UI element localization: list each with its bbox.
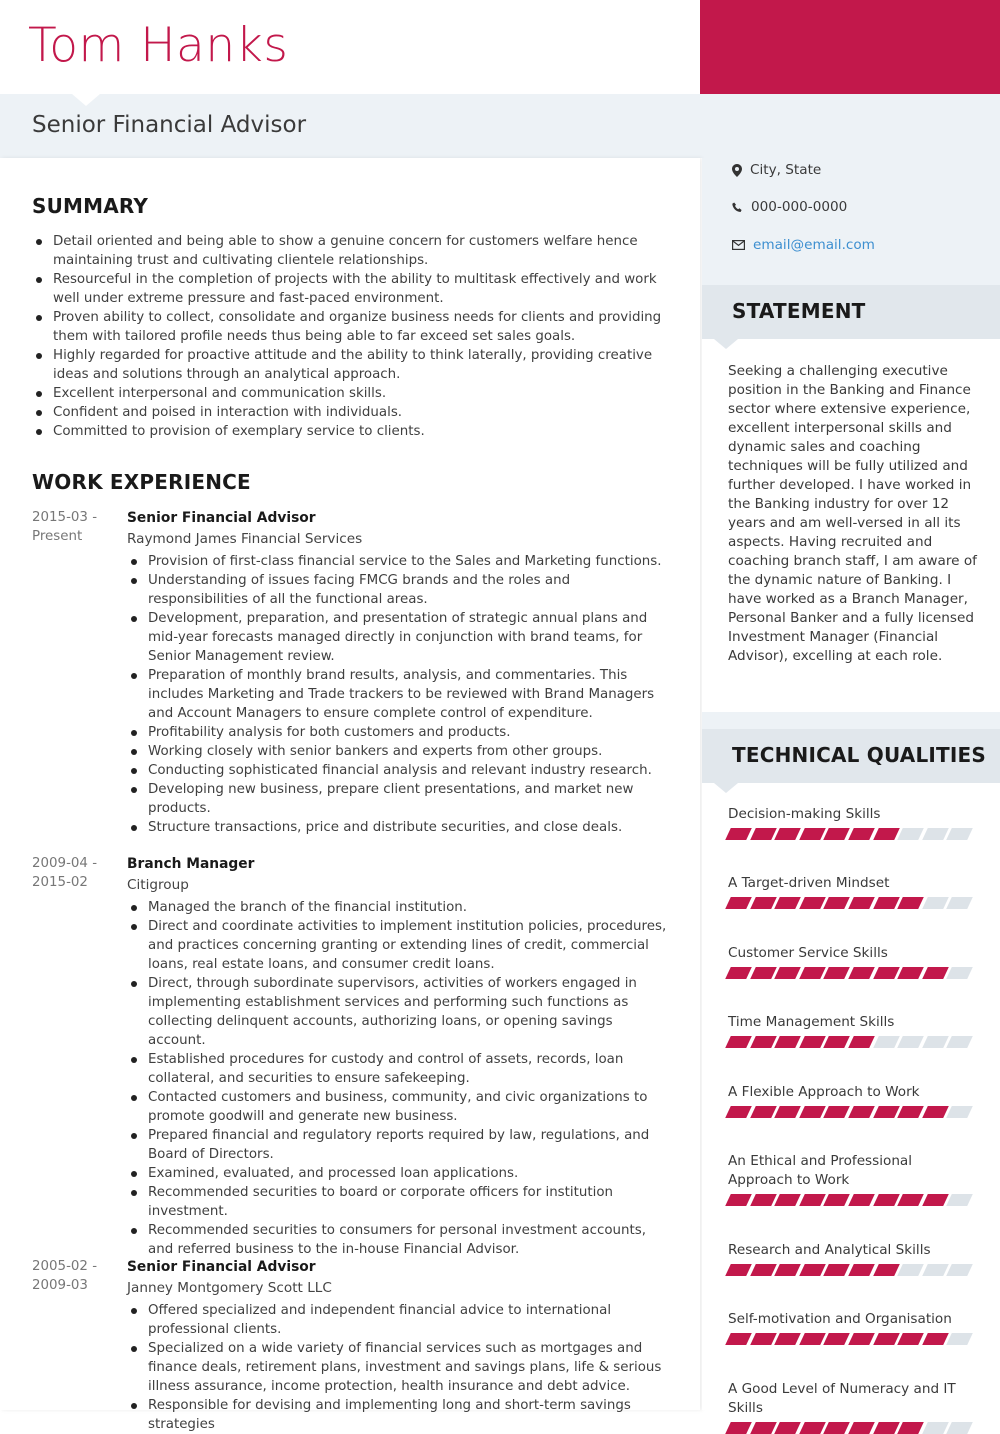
duty-item: Established procedures for custody and control of assets, records, loan collateral, and securities to ensure safekeeping. (127, 1050, 672, 1088)
skill-rating-bar (728, 1194, 974, 1206)
rating-segment-filled (897, 967, 923, 979)
sidebar (702, 158, 1000, 1416)
rating-segment-filled (750, 897, 776, 909)
duty-item: Responsible for devising and implementing long and short-term savings strategies (127, 1396, 672, 1434)
skill-label: A Target-driven Mindset (728, 875, 890, 891)
duty-item: Conducting sophisticated financial analysis and relevant industry research. (127, 761, 672, 780)
rating-segment-filled (897, 1194, 923, 1206)
statement-heading-band (702, 285, 1000, 339)
email-link[interactable]: email@email.com (753, 237, 875, 253)
rating-segment-filled (848, 1106, 874, 1118)
rating-segment-filled (848, 1333, 874, 1345)
rating-segment-filled (774, 1422, 800, 1434)
rating-segment-filled (725, 1422, 751, 1434)
rating-segment-filled (725, 828, 751, 840)
duty-item: Offered specialized and independent financial advice to international professional clients. (127, 1301, 672, 1339)
rating-segment-empty (947, 1194, 973, 1206)
rating-segment-filled (774, 1333, 800, 1345)
rating-segment-filled (725, 1333, 751, 1345)
duty-item: Profitability analysis for both customers and products. (127, 723, 672, 742)
skill-label: Time Management Skills (728, 1014, 895, 1030)
skill-label: A Good Level of Numeracy and IT Skills (728, 1381, 956, 1416)
phone-icon (732, 202, 743, 213)
rating-segment-filled (774, 1106, 800, 1118)
rating-segment-filled (774, 1036, 800, 1048)
rating-segment-filled (725, 1106, 751, 1118)
skill-label: Self-motivation and Organisation (728, 1311, 952, 1327)
duty-item: Understanding of issues facing FMCG brands and the roles and responsibilities of all the functional areas. (127, 571, 672, 609)
candidate-name: Tom Hanks (28, 18, 289, 73)
rating-segment-filled (799, 1264, 825, 1276)
duty-item: Specialized on a wide variety of financial services such as mortgages and finance deals, retirement plans, investment and savings plans, life & serious illness assurance, income protection, health insurance and debt advice. (127, 1339, 672, 1396)
rating-segment-filled (774, 828, 800, 840)
contact-location (732, 162, 821, 178)
rating-segment-empty (922, 828, 948, 840)
rating-segment-filled (750, 1422, 776, 1434)
summary-heading: SUMMARY (32, 194, 149, 218)
summary-item: Highly regarded for proactive attitude and the ability to think laterally, providing creative ideas and solutions through an analytical approach. (32, 346, 672, 384)
job-body (127, 854, 672, 1259)
rating-segment-filled (725, 1264, 751, 1276)
rating-segment-empty (922, 1264, 948, 1276)
skill-rating-bar (728, 1422, 974, 1434)
rating-segment-empty (947, 1264, 973, 1276)
summary-item: Excellent interpersonal and communication skills. (32, 384, 672, 403)
job-company: Raymond James Financial Services (127, 531, 363, 547)
main-column (0, 158, 700, 1432)
rating-segment-filled (873, 1194, 899, 1206)
job-role: Senior Financial Advisor (127, 1259, 316, 1275)
rating-segment-filled (873, 1106, 899, 1118)
rating-segment-empty (873, 1036, 899, 1048)
skill-rating-bar (728, 1333, 974, 1345)
rating-segment-empty (947, 1106, 973, 1118)
rating-segment-empty (922, 1422, 948, 1434)
job-role: Branch Manager (127, 856, 255, 872)
rating-segment-filled (824, 1194, 850, 1206)
rating-segment-empty (897, 1036, 923, 1048)
duty-item: Preparation of monthly brand results, analysis, and commentaries. This includes Marketing and Trade trackers to be reviewed with Brand Managers and Account Managers to ensure complete control of expenditure. (127, 666, 672, 723)
technical-notch (714, 783, 738, 793)
rating-segment-filled (824, 1264, 850, 1276)
rating-segment-filled (848, 828, 874, 840)
summary-item: Confident and poised in interaction with individuals. (32, 403, 672, 422)
job-dates: 2015-03 - Present (32, 510, 98, 544)
skill-item (728, 1152, 974, 1206)
rating-segment-empty (947, 967, 973, 979)
phone-text: 000-000-0000 (751, 199, 848, 215)
rating-segment-filled (799, 1422, 825, 1434)
skill-rating-bar (728, 1264, 974, 1276)
rating-segment-empty (897, 828, 923, 840)
header-accent-block (700, 0, 1000, 94)
skill-item (728, 1310, 974, 1345)
contact-phone (732, 199, 847, 215)
summary-list (32, 232, 672, 441)
rating-segment-empty (922, 1036, 948, 1048)
rating-segment-filled (897, 1333, 923, 1345)
rating-segment-filled (824, 1106, 850, 1118)
job-body (127, 1257, 672, 1434)
rating-segment-filled (922, 1333, 948, 1345)
rating-segment-filled (750, 1264, 776, 1276)
rating-segment-filled (799, 1333, 825, 1345)
duty-item: Provision of first-class financial service to the Sales and Marketing functions. (127, 552, 672, 571)
skill-label: Customer Service Skills (728, 945, 888, 961)
rating-segment-filled (725, 1036, 751, 1048)
rating-segment-filled (799, 967, 825, 979)
rating-segment-filled (799, 897, 825, 909)
rating-segment-filled (725, 1194, 751, 1206)
rating-segment-filled (873, 828, 899, 840)
rating-segment-filled (873, 1333, 899, 1345)
rating-segment-empty (947, 1036, 973, 1048)
skill-item (728, 1013, 974, 1048)
duty-item: Direct, through subordinate supervisors, activities of workers engaged in implementing establishment services and performing such functions as collecting delinquent accounts, authorizing loans, or opening savings account. (127, 974, 672, 1050)
rating-segment-filled (725, 967, 751, 979)
rating-segment-filled (725, 897, 751, 909)
rating-segment-filled (848, 1422, 874, 1434)
job-dates: 2009-04 - 2015-02 (32, 856, 98, 890)
job-title: Senior Financial Advisor (32, 112, 307, 138)
duty-item: Direct and coordinate activities to implement institution policies, procedures, and practices concerning granting or extending lines of credit, commercial loans, real estate loans, and consumer credit loans. (127, 917, 672, 974)
location-text: City, State (750, 162, 822, 178)
skill-item (728, 1241, 974, 1276)
rating-segment-filled (799, 828, 825, 840)
job-duties (127, 898, 672, 1259)
rating-segment-filled (848, 1036, 874, 1048)
rating-segment-empty (947, 828, 973, 840)
rating-segment-filled (799, 1036, 825, 1048)
job-body (127, 508, 672, 837)
job-company: Citigroup (127, 877, 189, 893)
skill-item (728, 1380, 974, 1434)
skill-rating-bar (728, 1106, 974, 1118)
rating-segment-filled (824, 828, 850, 840)
summary-item: Committed to provision of exemplary service to clients. (32, 422, 672, 441)
rating-segment-filled (873, 1264, 899, 1276)
rating-segment-filled (774, 1264, 800, 1276)
skill-label: A Flexible Approach to Work (728, 1084, 920, 1100)
skill-label: Decision-making Skills (728, 806, 881, 822)
rating-segment-filled (774, 1194, 800, 1206)
rating-segment-filled (848, 1264, 874, 1276)
work-experience-heading: WORK EXPERIENCE (32, 470, 251, 494)
statement-heading: STATEMENT (732, 299, 866, 323)
rating-segment-filled (799, 1106, 825, 1118)
skill-label: Research and Analytical Skills (728, 1242, 931, 1258)
rating-segment-empty (922, 897, 948, 909)
skill-item (728, 1083, 974, 1118)
rating-segment-filled (873, 967, 899, 979)
duty-item: Contacted customers and business, community, and civic organizations to promote goodwill and generate new business. (127, 1088, 672, 1126)
rating-segment-filled (774, 967, 800, 979)
duty-item: Developing new business, prepare client presentations, and market new products. (127, 780, 672, 818)
rating-segment-empty (947, 1333, 973, 1345)
skill-rating-bar (728, 1036, 974, 1048)
skill-rating-bar (728, 828, 974, 840)
skill-item (728, 805, 974, 840)
skill-rating-bar (728, 967, 974, 979)
job-duties (127, 552, 672, 837)
rating-segment-filled (897, 1422, 923, 1434)
rating-segment-filled (799, 1194, 825, 1206)
rating-segment-filled (750, 828, 776, 840)
summary-item: Proven ability to collect, consolidate and organize business needs for clients and providing them with tailored profile needs thus being able to far exceed set sales goals. (32, 308, 672, 346)
duty-item: Recommended securities to board or corporate officers for institution investment. (127, 1183, 672, 1221)
rating-segment-empty (947, 897, 973, 909)
rating-segment-empty (947, 1422, 973, 1434)
summary-item: Resourceful in the completion of projects with the ability to multitask effectively and work well under extreme pressure and fast-paced environment. (32, 270, 672, 308)
job-dates: 2005-02 - 2009-03 (32, 1259, 98, 1293)
rating-segment-filled (750, 1036, 776, 1048)
rating-segment-filled (922, 967, 948, 979)
rating-segment-filled (848, 897, 874, 909)
skill-label: An Ethical and Professional Approach to Work (728, 1153, 913, 1188)
technical-heading: TECHNICAL QUALITIES (732, 743, 987, 767)
map-pin-icon (732, 164, 742, 177)
rating-segment-filled (750, 967, 776, 979)
contact-email[interactable] (732, 237, 875, 253)
technical-heading-band (702, 729, 1000, 783)
rating-segment-filled (750, 1106, 776, 1118)
rating-segment-filled (824, 1422, 850, 1434)
rating-segment-filled (824, 897, 850, 909)
statement-notch (714, 339, 738, 349)
rating-segment-filled (848, 1194, 874, 1206)
rating-segment-filled (774, 897, 800, 909)
rating-segment-filled (873, 897, 899, 909)
rating-segment-filled (824, 967, 850, 979)
duty-item: Structure transactions, price and distribute securities, and close deals. (127, 818, 672, 837)
rating-segment-filled (750, 1194, 776, 1206)
rating-segment-filled (824, 1333, 850, 1345)
rating-segment-filled (848, 967, 874, 979)
duty-item: Prepared financial and regulatory reports required by law, regulations, and Board of Directors. (127, 1126, 672, 1164)
rating-segment-filled (922, 1194, 948, 1206)
title-notch (72, 94, 100, 106)
statement-text: Seeking a challenging executive position in the Banking and Finance sector where extensive experience, excellent interpersonal skills and dynamic sales and coaching techniques will be fully utilized and further developed. I have worked in the Banking industry for over 12 years and am well-versed in all its aspects. Having recruited and coaching branch staff, I am aware of the dynamic nature of Banking. I have worked as a Branch Manager, Personal Banker and a fully licensed Investment Manager (Financial Advisor), excelling at each role. (728, 363, 977, 664)
rating-segment-filled (897, 897, 923, 909)
rating-segment-filled (824, 1036, 850, 1048)
skill-item (728, 944, 974, 979)
job-role: Senior Financial Advisor (127, 510, 316, 526)
summary-item: Detail oriented and being able to show a genuine concern for customers welfare hence maintaining trust and cultivating clientele relationships. (32, 232, 672, 270)
duty-item: Recommended securities to consumers for personal investment accounts, and referred business to the in-house Financial Advisor. (127, 1221, 672, 1259)
job-company: Janney Montgomery Scott LLC (127, 1280, 332, 1296)
duty-item: Development, preparation, and presentation of strategic annual plans and mid-year forecasts managed directly in conjunction with brand teams, for Senior Management review. (127, 609, 672, 666)
rating-segment-filled (750, 1333, 776, 1345)
rating-segment-empty (897, 1264, 923, 1276)
job-duties (127, 1301, 672, 1434)
rating-segment-filled (922, 1106, 948, 1118)
rating-segment-filled (897, 1106, 923, 1118)
envelope-icon (732, 240, 745, 250)
duty-item: Examined, evaluated, and processed loan applications. (127, 1164, 672, 1183)
rating-segment-filled (873, 1422, 899, 1434)
skill-item (728, 874, 974, 909)
duty-item: Managed the branch of the financial institution. (127, 898, 672, 917)
duty-item: Working closely with senior bankers and experts from other groups. (127, 742, 672, 761)
skill-rating-bar (728, 897, 974, 909)
